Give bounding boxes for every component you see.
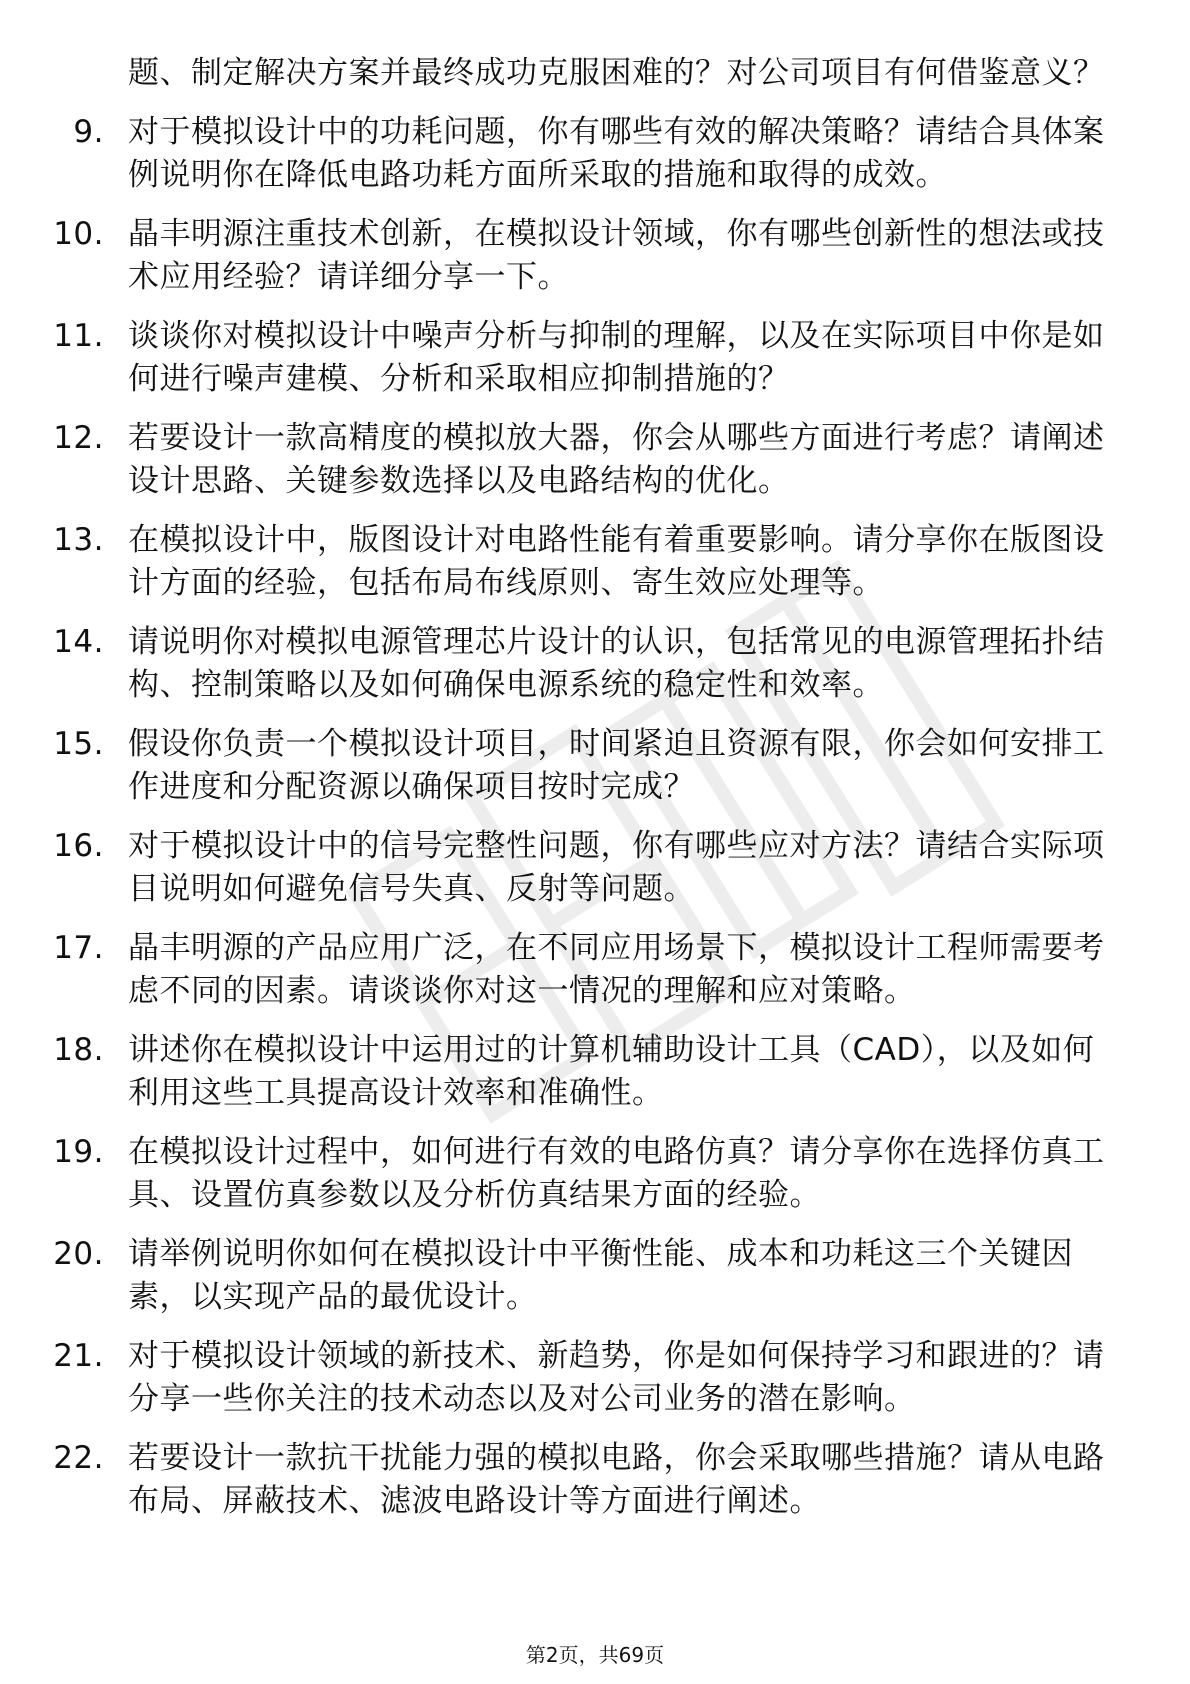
question-list: [0, 111, 1190, 1523]
question-number: 14.: [53, 624, 104, 660]
question-item: [0, 621, 1120, 707]
question-number: 11.: [53, 318, 104, 354]
question-text: 假设你负责一个模拟设计项目，时间紧迫且资源有限，你会如何安排工作进度和分配资源以确保项目按时完成？: [128, 726, 1105, 805]
question-number: 19.: [53, 1134, 104, 1170]
question-item: [0, 111, 1120, 197]
question-number: 15.: [53, 726, 104, 762]
question-number: 18.: [53, 1032, 104, 1068]
page-number-footer: 第2页，共69页: [525, 1643, 665, 1667]
question-text: 对于模拟设计领域的新技术、新趋势，你是如何保持学习和跟进的？请分享一些你关注的技术动态以及对公司业务的潜在影响。: [128, 1338, 1105, 1417]
question-number: 20.: [53, 1236, 104, 1272]
question-text: 若要设计一款抗干扰能力强的模拟电路，你会采取哪些措施？请从电路布局、屏蔽技术、滤波电路设计等方面进行阐述。: [128, 1440, 1105, 1519]
question-number: 9.: [73, 114, 104, 150]
question-text: 请举例说明你如何在模拟设计中平衡性能、成本和功耗这三个关键因素，以实现产品的最优设计。: [128, 1236, 1073, 1315]
question-number: 13.: [53, 522, 104, 558]
question-text: 请说明你对模拟电源管理芯片设计的认识，包括常见的电源管理拓扑结构、控制策略以及如何确保电源系统的稳定性和效率。: [128, 624, 1105, 703]
question-text: 在模拟设计中，版图设计对电路性能有着重要影响。请分享你在版图设计方面的经验，包括布局布线原则、寄生效应处理等。: [128, 522, 1105, 601]
question-number: 22.: [53, 1440, 104, 1476]
question-item: [0, 315, 1120, 401]
question-item: [0, 825, 1120, 911]
question-item: [0, 519, 1120, 605]
question-number: 17.: [53, 930, 104, 966]
question-number: 16.: [53, 828, 104, 864]
page-content: [0, 52, 1190, 1539]
question-item: [0, 213, 1120, 299]
question-item: [0, 723, 1120, 809]
question-item: [0, 1335, 1120, 1421]
question-number: 21.: [53, 1338, 104, 1374]
continued-question-text: 题、制定解决方案并最终成功克服困难的？对公司项目有何借鉴意义？: [128, 55, 1105, 91]
question-text: 晶丰明源的产品应用广泛，在不同应用场景下，模拟设计工程师需要考虑不同的因素。请谈谈你对这一情况的理解和应对策略。: [128, 930, 1105, 1009]
question-text: 对于模拟设计中的功耗问题，你有哪些有效的解决策略？请结合具体案例说明你在降低电路功耗方面所采取的措施和取得的成效。: [128, 114, 1105, 193]
question-item: [0, 1233, 1120, 1319]
question-item: [0, 927, 1120, 1013]
question-text: 对于模拟设计中的信号完整性问题，你有哪些应对方法？请结合实际项目说明如何避免信号失真、反射等问题。: [128, 828, 1105, 907]
question-number: 10.: [53, 216, 104, 252]
question-item: [0, 417, 1120, 503]
question-item: [0, 1029, 1120, 1115]
question-text: 在模拟设计过程中，如何进行有效的电路仿真？请分享你在选择仿真工具、设置仿真参数以及分析仿真结果方面的经验。: [128, 1134, 1105, 1213]
question-number: 12.: [53, 420, 104, 456]
question-text: 讲述你在模拟设计中运用过的计算机辅助设计工具（CAD），以及如何利用这些工具提高设计效率和准确性。: [128, 1032, 1095, 1111]
question-text: 若要设计一款高精度的模拟放大器，你会从哪些方面进行考虑？请阐述设计思路、关键参数选择以及电路结构的优化。: [128, 420, 1105, 499]
question-text: 晶丰明源注重技术创新，在模拟设计领域，你有哪些创新性的想法或技术应用经验？请详细分享一下。: [128, 216, 1105, 295]
question-item: [0, 1437, 1120, 1523]
question-item: [0, 1131, 1120, 1217]
question-text: 谈谈你对模拟设计中噪声分析与抑制的理解，以及在实际项目中你是如何进行噪声建模、分析和采取相应抑制措施的？: [128, 318, 1105, 397]
